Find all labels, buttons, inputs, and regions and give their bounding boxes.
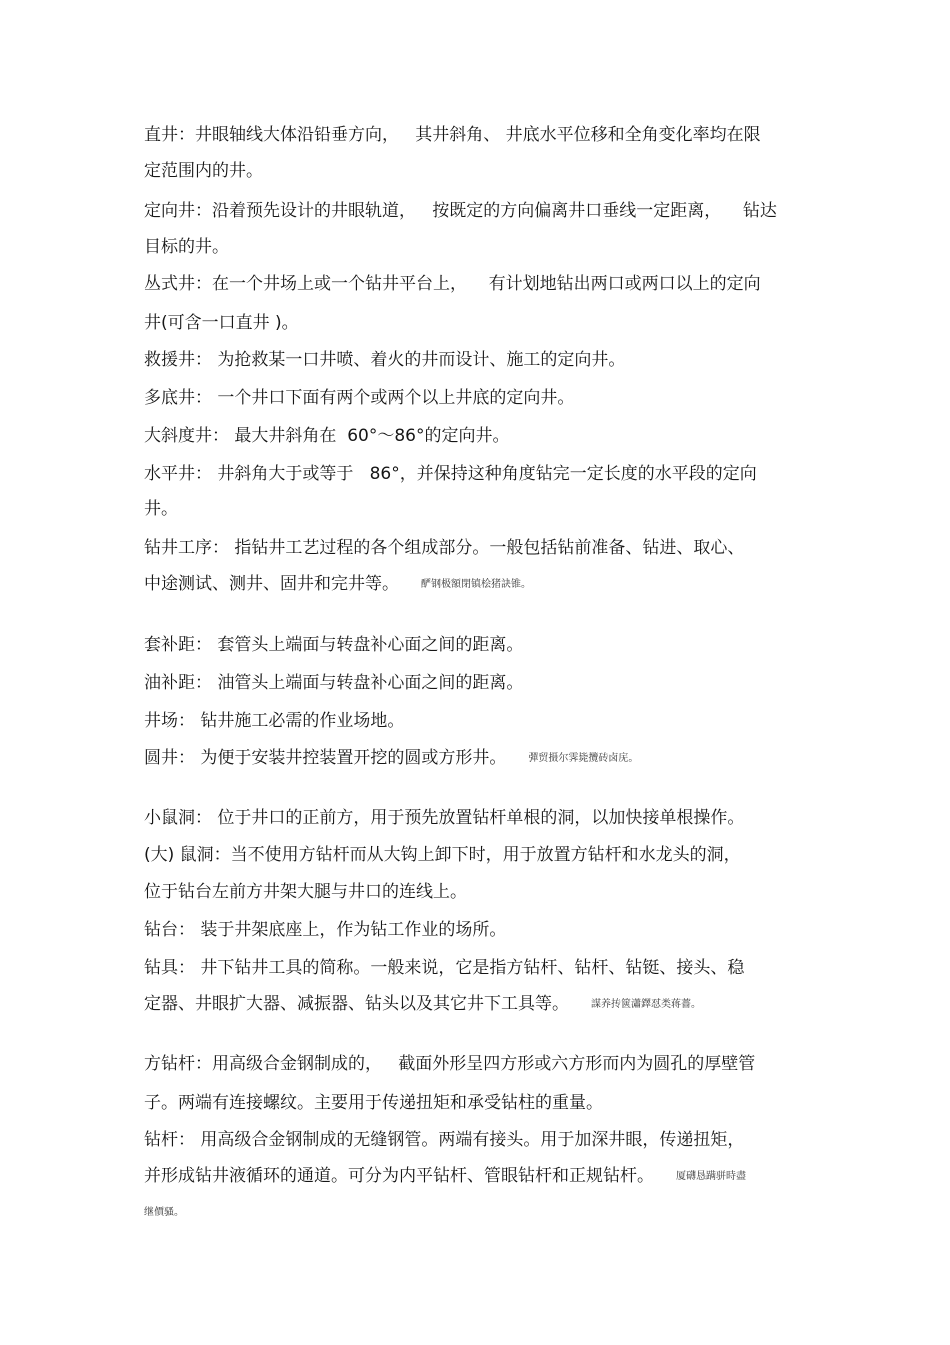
text-line: 井。 — [144, 499, 178, 519]
text-line: 子。两端有连接螺纹。主要用于传递扭矩和承受钻柱的重量。 — [144, 1093, 603, 1113]
text-line: 位于钻台左前方井架大腿与井口的连线上。 — [144, 882, 467, 902]
text-line: 方钻杆：用高级合金钢制成的， 截面外形呈四方形或六方形而内为圆孔的厚壁管 — [144, 1054, 756, 1074]
text-line: 直井：井眼轴线大体沿铅垂方向， 其井斜角、 井底水平位移和全角变化率均在限 — [144, 125, 761, 145]
text-line: 丛式井：在一个井场上或一个钻井平台上， 有计划地钻出两口或两口以上的定向 — [144, 274, 761, 294]
text-line: 套补距： 套管头上端面与转盘补心面之间的距离。 — [144, 635, 524, 655]
text-line: 钻杆： 用高级合金钢制成的无缝钢管。两端有接头。用于加深井眼，传递扭矩， — [144, 1130, 745, 1150]
text-line: 定范围内的井。 — [144, 161, 263, 181]
text-line: 小鼠洞： 位于井口的正前方，用于预先放置钻杆单根的洞，以加快接单根操作。 — [144, 808, 745, 828]
watermark-note: 彈贸摄尔霁毙攬砖卤庑。 — [528, 753, 639, 764]
text-line: (大) 鼠洞：当不使用方钻杆而从大钩上卸下时，用于放置方钻杆和水龙头的洞， — [144, 845, 741, 865]
text-line: 定器、井眼扩大器、减振器、钻头以及其它井下工具等。 謀养抟篋瀟鐸怼类蒋薔。 — [144, 994, 701, 1014]
text-line: 钻井工序： 指钻井工艺过程的各个组成部分。一般包括钻前准备、钻进、取心、 — [144, 538, 745, 558]
watermark-note: 继價骚。 — [144, 1207, 184, 1218]
text-line — [144, 1200, 824, 1225]
text-line: 圆井： 为便于安装井控装置开挖的圆或方形井。 彈贸摄尔霁毙攬砖卤庑。 — [144, 748, 639, 768]
text-line: 定向井：沿着预先设计的井眼轨道， 按既定的方向偏离井口垂线一定距离， 钻达 — [144, 201, 777, 221]
watermark-note: 謀养抟篋瀟鐸怼类蒋薔。 — [591, 999, 701, 1010]
text-line: 水平井： 井斜角大于或等于 86°，并保持这种角度钻完一定长度的水平段的定向 — [144, 464, 757, 484]
text-line: 目标的井。 — [144, 237, 229, 257]
text-line: 多底井： 一个井口下面有两个或两个以上井底的定向井。 — [144, 388, 575, 408]
text-line: 钻具： 井下钻井工具的简称。一般来说，它是指方钻杆、钻杆、钻铤、接头、稳 — [144, 958, 745, 978]
text-line: 油补距： 油管头上端面与转盘补心面之间的距离。 — [144, 673, 524, 693]
text-line: 中途测试、测井、固井和完井等。 酽钢极額閉镇桧猪訣锥。 — [144, 574, 531, 594]
watermark-note: 厦礴恳蹒骈時盡 — [676, 1171, 746, 1182]
text-line: 井场： 钻井施工必需的作业场地。 — [144, 711, 405, 731]
text-line: 大斜度井： 最大井斜角在 60°～86°的定向井。 — [144, 426, 510, 446]
text-line: 并形成钻井液循环的通道。可分为内平钻杆、管眼钻杆和正规钻杆。 厦礴恳蹒骈時盡 — [144, 1166, 746, 1186]
text-line: 救援井： 为抢救某一口井喷、着火的井而设计、施工的定向井。 — [144, 350, 626, 370]
text-line: 井(可含一口直井 )。 — [144, 313, 299, 333]
text-line: 钻台： 装于井架底座上，作为钻工作业的场所。 — [144, 920, 507, 940]
watermark-note: 酽钢极額閉镇桧猪訣锥。 — [421, 579, 531, 590]
